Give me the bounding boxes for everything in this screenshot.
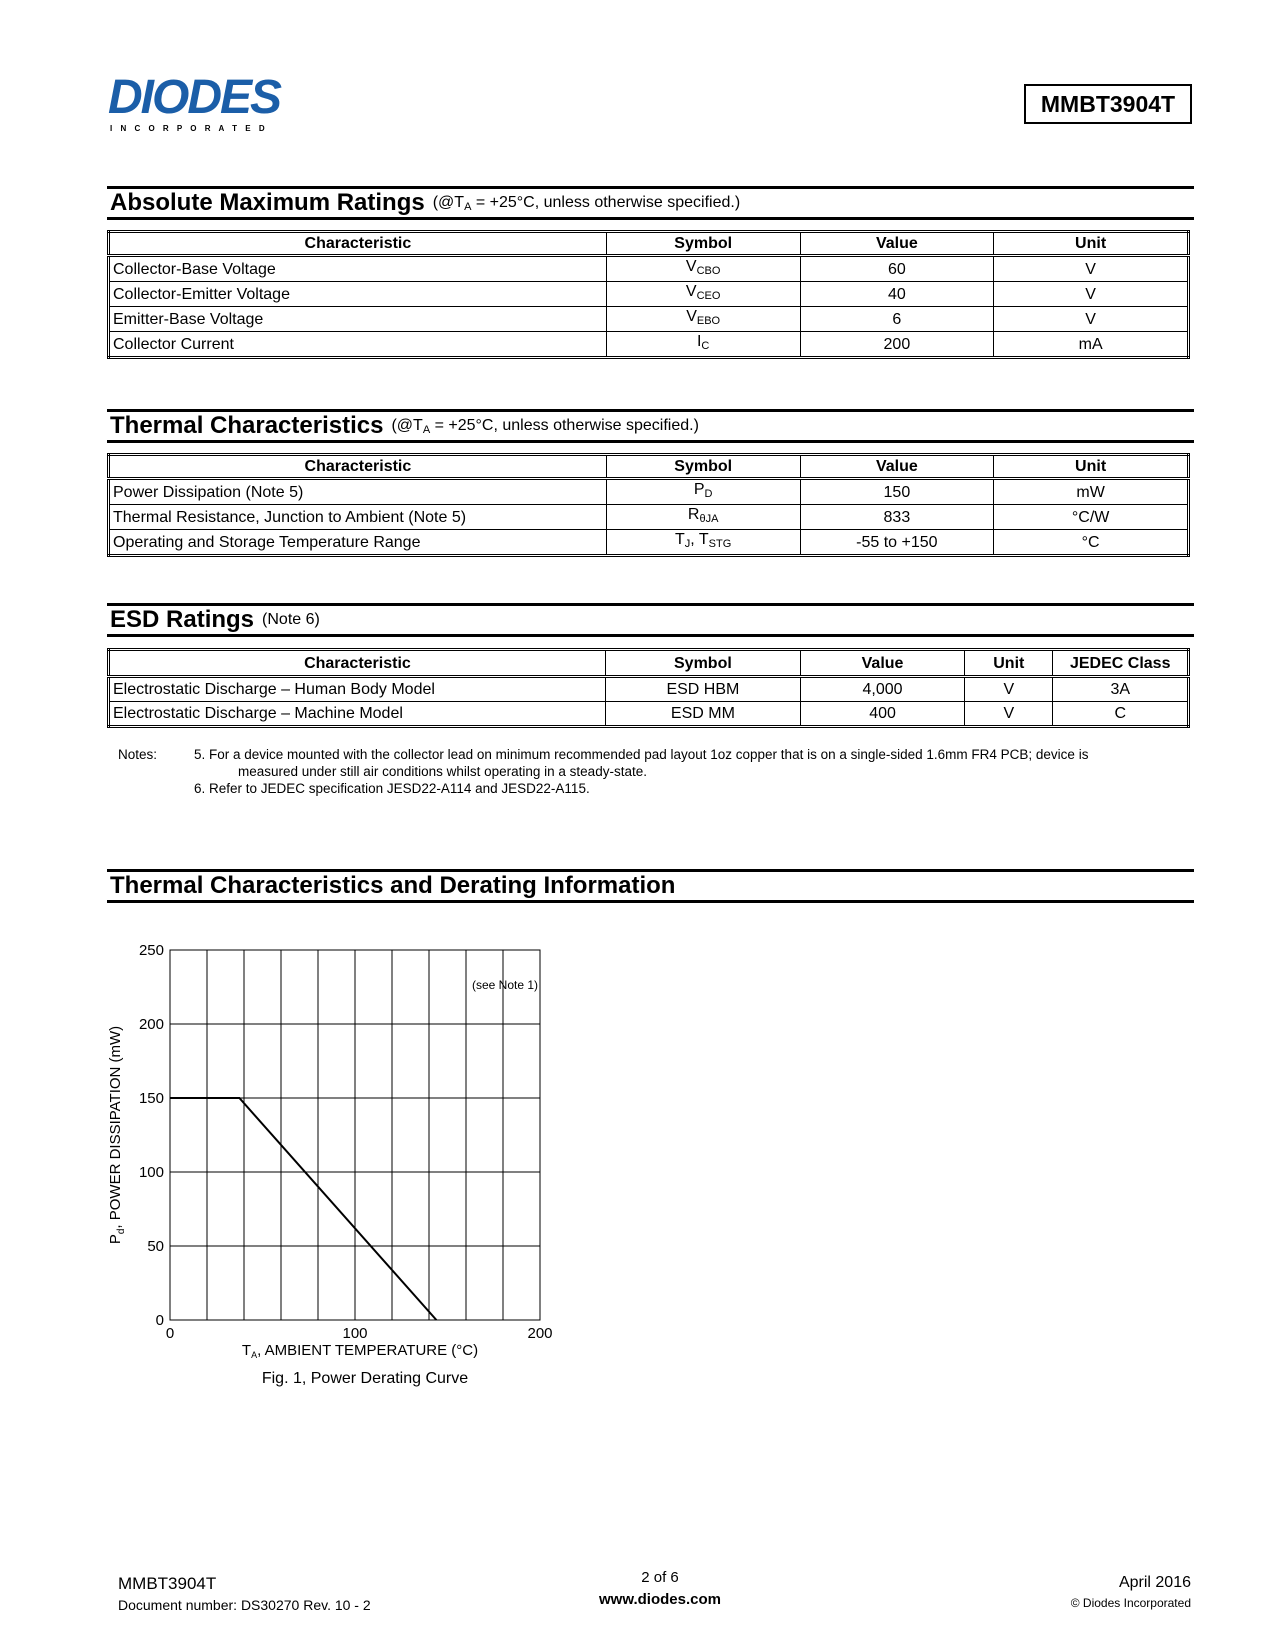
section-derating — [107, 869, 1194, 903]
col-header: Symbol — [605, 650, 800, 677]
col-header: Value — [800, 650, 964, 677]
y-tick-labels — [139, 945, 164, 1329]
note-6: 6. Refer to JEDEC specification JESD22-A114 and JESD22-A115. — [194, 781, 590, 796]
footer-page: 2 of 6 — [641, 1569, 679, 1586]
section-condition: ($@T_A = +25^\circ C$, unless otherwise specified.) — [391, 416, 699, 436]
figure-caption: Fig. 1, Power Derating Curve — [261, 1370, 469, 1387]
y-axis-label: $P_d$, POWER DISSIPATION (mW) — [107, 1025, 127, 1245]
x-axis-label: $T_A$, AMBIENT TEMPERATURE (°C) — [241, 1342, 479, 1360]
series-line-pd — [170, 1098, 436, 1320]
x-tick-labels — [166, 1325, 553, 1342]
col-header: Unit — [994, 232, 1189, 256]
thermal-table — [107, 453, 1190, 557]
section-esd-ratings — [107, 603, 1194, 637]
x-tick-label: 0 — [165, 1325, 175, 1342]
y-tick-label: 50 — [147, 1238, 164, 1255]
y-tick-label: 150 — [138, 1090, 164, 1107]
col-header: Characteristic — [109, 455, 607, 479]
section-condition: ($@T_A = +25^\circ C$, unless otherwise specified.) — [432, 193, 741, 213]
table-row: Thermal Resistance, Junction to Ambient (Note 5) $R_{\theta JA}$ 833 °C/W — [109, 505, 1189, 530]
note-5: 5. For a device mounted with the collector lead on minimum recommended pad layout 1oz copper that is on a single-sided 1.6mm FR4 PCB; device is — [194, 747, 1089, 762]
section-absolute-maximum-ratings — [107, 186, 1194, 220]
part-number-box: MMBT3904T — [1024, 84, 1192, 124]
footer-url[interactable]: www.diodes.com — [599, 1591, 721, 1608]
table-row: Collector-Base Voltage $V_{CBO}$ 60 V — [109, 256, 1189, 282]
col-header: Symbol — [606, 232, 800, 256]
table-row: Electrostatic Discharge – Human Body Model ESD HBM 4,000 V 3A — [109, 677, 1189, 702]
x-tick-label: 100 — [342, 1325, 368, 1342]
power-derating-chart — [100, 945, 560, 1385]
table-row: Emitter-Base Voltage $V_{EBO}$ 6 V — [109, 307, 1189, 332]
logo-subtext: I N C O R P O R A T E D — [110, 124, 268, 133]
chart-grid — [170, 950, 540, 1320]
y-tick-label: 0 — [155, 1312, 164, 1329]
col-header: JEDEC Class — [1053, 650, 1189, 677]
notes-label: Notes: — [118, 747, 158, 762]
esd-table — [107, 648, 1190, 728]
section-title: Absolute Maximum Ratings — [110, 189, 425, 216]
x-tick-label: 200 — [527, 1325, 553, 1342]
col-header: Characteristic — [109, 650, 606, 677]
diodes-logo — [108, 75, 338, 137]
col-header: Value — [800, 232, 994, 256]
col-header: Characteristic — [109, 232, 607, 256]
section-note: (Note 6) — [262, 611, 320, 628]
col-header: Unit — [994, 455, 1189, 479]
table-row: Collector Current $I_C$ 200 mA — [109, 332, 1189, 358]
col-header: Value — [800, 455, 994, 479]
y-tick-label: 100 — [138, 1164, 164, 1181]
footer-copyright: © Diodes Incorporated — [1070, 1596, 1191, 1610]
note-5-cont: measured under still air conditions whilst operating in a steady-state. — [238, 764, 647, 779]
chart-annotation: (see Note 1) — [471, 978, 539, 992]
table-row: Electrostatic Discharge – Machine Model ESD MM 400 V C — [109, 702, 1189, 727]
footer-date: April 2016 — [1118, 1574, 1191, 1591]
col-header: Unit — [965, 650, 1053, 677]
section-title: ESD Ratings — [110, 606, 255, 633]
table-row: Operating and Storage Temperature Range $T_J$, $T_{STG}$ -55 to +150 °C — [109, 530, 1189, 556]
table-row: Collector-Emitter Voltage $V_{CEO}$ 40 V — [109, 282, 1189, 307]
col-header: Symbol — [606, 455, 800, 479]
section-thermal-characteristics — [107, 409, 1194, 443]
abs-max-table — [107, 230, 1190, 359]
y-tick-label: 250 — [138, 945, 164, 959]
section-title: Thermal Characteristics — [110, 412, 384, 439]
y-tick-label: 200 — [138, 1016, 164, 1033]
table-row: Power Dissipation (Note 5) $P_D$ 150 mW — [109, 479, 1189, 505]
logo-text: DIODES — [108, 75, 281, 124]
footer-doc-number: Document number: DS30270 Rev. 10 - 2 — [118, 1597, 371, 1613]
footer-part: MMBT3904T — [118, 1574, 217, 1593]
section-title: Thermal Characteristics and Derating Information — [110, 872, 676, 899]
